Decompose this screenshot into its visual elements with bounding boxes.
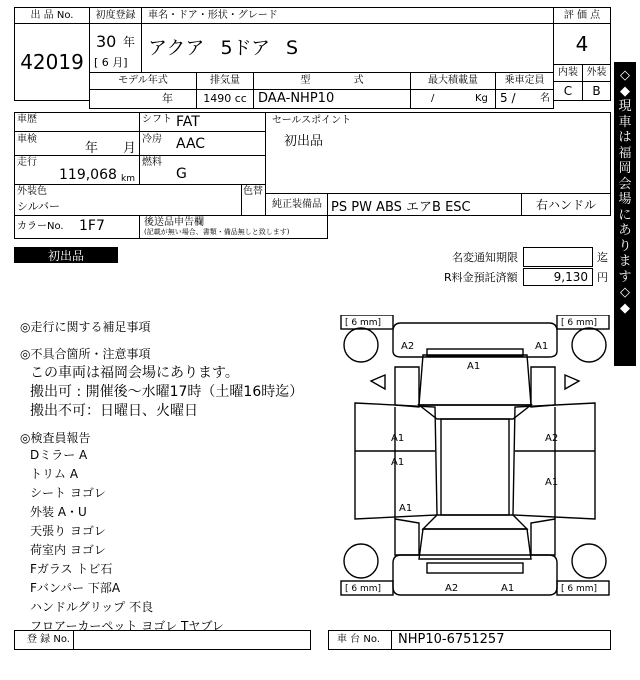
- inspector-line: 外装 A・U: [30, 505, 87, 519]
- defect-line: この車両は福岡会場にあります。: [30, 365, 239, 381]
- rear-bumper: [393, 555, 557, 595]
- inspection-label: 車検: [17, 134, 37, 145]
- mirrors: [371, 375, 579, 389]
- rear-garnish: [427, 563, 523, 573]
- ac-value: AAC: [176, 136, 206, 152]
- displacement-value: 1490 cc: [203, 92, 247, 105]
- lot-label-cell: [14, 7, 90, 24]
- inspection-month: 月: [123, 141, 137, 156]
- equipment-cell: [327, 193, 522, 216]
- registration-label-cell: [14, 630, 74, 650]
- ac-label: 冷房: [142, 134, 162, 145]
- recycle-cell: [523, 268, 593, 286]
- tire-label: [ 6 mm]: [561, 318, 598, 328]
- score-label: 評 価 点: [563, 10, 601, 21]
- capacity-label-cell: [495, 72, 554, 90]
- interior-label: 内装: [558, 67, 578, 78]
- driving-notes-heading: ◎走行に関する補足事項: [20, 320, 151, 334]
- rear-glass: [423, 515, 527, 529]
- model-year-value: 年: [162, 92, 173, 105]
- sales-point-label: セールスポイント: [272, 115, 352, 126]
- roof: [441, 419, 509, 515]
- mileage-value: 119,068: [59, 167, 117, 183]
- load-label: 最大積載量: [428, 75, 478, 86]
- inspector-line: トリム A: [30, 467, 79, 481]
- exterior-grade: B: [592, 84, 601, 98]
- recycle-label: R料金預託済額: [444, 271, 518, 284]
- damage-mark: A1: [467, 361, 481, 372]
- equipment-label-cell: [265, 193, 328, 216]
- capacity-cell: [495, 89, 554, 109]
- year-value: 30: [96, 32, 117, 51]
- wheel-rear-right: [572, 544, 606, 578]
- tire-label: [ 6 mm]: [561, 584, 598, 594]
- shift-value: FAT: [176, 114, 200, 130]
- shift-label: シフト: [142, 114, 172, 125]
- color-change-label: 色替: [243, 186, 263, 197]
- car-name-label-cell: [141, 7, 554, 24]
- recycle-unit: 円: [597, 271, 608, 284]
- model-year-label-cell: [89, 72, 197, 90]
- color-change-cell: [241, 184, 266, 216]
- lot-number-cell: [14, 23, 90, 101]
- fuel-cell: [139, 155, 266, 185]
- name-change-cell: [523, 247, 593, 267]
- year-unit: 年: [123, 35, 136, 49]
- defect-line: 搬出不可：日曜日、火曜日: [30, 403, 198, 419]
- load-unit: Kg: [475, 93, 488, 104]
- chassis-value: NHP10-6751257: [398, 632, 505, 647]
- first-reg-value-cell: [89, 23, 142, 73]
- tire-label: [ 6 mm]: [345, 318, 382, 328]
- defect-line: 搬出可 : 開催後～水曜17時（土曜16時迄）: [30, 384, 304, 400]
- score-value: 4: [575, 32, 589, 56]
- inspector-line: シート ヨゴレ: [30, 486, 106, 500]
- history-label: 車歴: [17, 114, 37, 125]
- right-side: [513, 403, 595, 519]
- shift-cell: [139, 112, 266, 132]
- color-no-cell: [14, 215, 140, 239]
- damage-mark: A1: [545, 477, 559, 488]
- history-cell: [14, 112, 140, 132]
- registration-label: 登 録 No.: [27, 634, 70, 645]
- exterior-label-cell: [582, 64, 611, 82]
- mileage-label: 走行: [17, 157, 37, 168]
- month-value: [ 6 月]: [94, 56, 128, 69]
- exterior-label: 外装: [586, 67, 607, 78]
- equipment-value: PS PW ABS エアB ESC: [331, 200, 471, 215]
- inspector-line: フロアーカーペット ヨゴレ Tヤブレ: [30, 619, 224, 633]
- side-banner: [614, 62, 636, 366]
- exterior-color-label: 外装色: [17, 186, 47, 197]
- interior-grade-cell: [553, 81, 583, 101]
- inspection-cell: [14, 131, 140, 156]
- damage-mark: A2: [401, 341, 415, 352]
- defects-heading: ◎不具合箇所・注意事項: [20, 347, 151, 361]
- rear-fenders: [395, 519, 555, 555]
- load-label-cell: [410, 72, 496, 90]
- exterior-grade-cell: [582, 81, 611, 101]
- ac-cell: [139, 131, 266, 156]
- side-banner-text: ◇ ◆ 現 車 は 福 岡 会 場 に あ り ま す ◇ ◆: [618, 68, 632, 316]
- exterior-color-cell: [14, 184, 242, 216]
- front-fenders: [395, 367, 555, 407]
- score-label-cell: [553, 7, 611, 24]
- first-reg-label-cell: [89, 7, 142, 24]
- inspector-line: Dミラー A: [30, 448, 88, 462]
- first-listing-badge: [14, 247, 118, 263]
- first-listing-label: 初出品: [47, 248, 84, 263]
- handle-value: 右ハンドル: [535, 198, 596, 212]
- chassis-label-cell: [328, 630, 392, 650]
- interior-label-cell: [553, 64, 583, 82]
- damage-diagram: [335, 315, 615, 621]
- load-cell: [410, 89, 496, 109]
- car-name-label: 車名・ドア・形状・グレード: [148, 10, 278, 21]
- model-value: DAA-NHP10: [258, 91, 335, 106]
- lot-label: 出 品 No.: [30, 10, 74, 21]
- exterior-color-value: シルバー: [17, 200, 60, 213]
- model-cell: [253, 89, 411, 109]
- score-cell: [553, 23, 611, 65]
- sales-point-value: 初出品: [284, 134, 324, 149]
- wheel-front-left: [344, 328, 378, 362]
- damage-mark: A1: [391, 433, 405, 444]
- capacity-label: 乗車定員: [504, 75, 545, 86]
- model-label: 型 式: [300, 75, 364, 86]
- registration-cell: [73, 630, 311, 650]
- lot-number: 42019: [20, 50, 84, 74]
- capacity-unit: 名: [540, 93, 550, 104]
- fuel-value: G: [176, 166, 187, 182]
- recycle-value: 9,130: [553, 270, 588, 284]
- chassis-label: 車 台 No.: [337, 634, 380, 645]
- name-change-label: 名変通知期限: [452, 251, 518, 264]
- interior-grade: C: [563, 84, 573, 98]
- inspector-line: 荷室内 ヨゴレ: [30, 543, 106, 557]
- after-parts-note: (記載が無い場合、書類・備品無しと致します): [144, 228, 290, 236]
- tire-label: [ 6 mm]: [345, 584, 382, 594]
- damage-mark: A1: [391, 457, 405, 468]
- capacity-value: 5 /: [500, 91, 516, 105]
- inspector-line: Fガラス トビ石: [30, 562, 113, 576]
- mileage-unit: km: [121, 174, 135, 184]
- inspection-year: 年: [85, 141, 99, 156]
- color-no-value: 1F7: [79, 218, 105, 234]
- inspector-line: Fバンパー 下部A: [30, 581, 121, 595]
- model-year-label: モデル年式: [118, 75, 168, 86]
- defect-lines: [30, 362, 303, 419]
- mileage-cell: [14, 155, 140, 185]
- inspector-line: 天張り ヨゴレ: [30, 524, 106, 538]
- damage-mark: A1: [501, 583, 515, 594]
- equipment-label: 純正装備品: [272, 199, 322, 210]
- damage-mark: A2: [445, 583, 459, 594]
- car-name-cell: [141, 23, 554, 73]
- inspector-lines: [30, 446, 224, 636]
- name-change-unit: 迄: [597, 251, 608, 264]
- displacement-label-cell: [196, 72, 254, 90]
- displacement-cell: [196, 89, 254, 109]
- inspector-heading: ◎検査員報告: [20, 431, 91, 445]
- handle-cell: [521, 193, 611, 216]
- first-reg-label: 初度登録: [95, 10, 136, 21]
- model-year-cell: [89, 89, 197, 109]
- after-parts-label: 後送品申告欄: [144, 217, 204, 228]
- model-label-cell: [253, 72, 411, 90]
- wheel-front-right: [572, 328, 606, 362]
- sales-point-cell: [265, 112, 611, 194]
- displacement-label: 排気量: [210, 75, 240, 86]
- fuel-label: 燃料: [142, 157, 162, 168]
- damage-mark: A1: [399, 503, 413, 514]
- load-slash: /: [431, 93, 435, 104]
- after-parts-cell: [139, 215, 328, 239]
- car-name: アクア 5ドア S: [148, 37, 299, 59]
- color-no-label: カラーNo.: [17, 221, 64, 232]
- damage-mark: A2: [545, 433, 559, 444]
- inspector-line: ハンドルグリップ 不良: [30, 600, 154, 614]
- front-bumper: [393, 323, 557, 357]
- damage-mark: A1: [535, 341, 549, 352]
- chassis-cell: [391, 630, 611, 650]
- wheel-rear-left: [344, 544, 378, 578]
